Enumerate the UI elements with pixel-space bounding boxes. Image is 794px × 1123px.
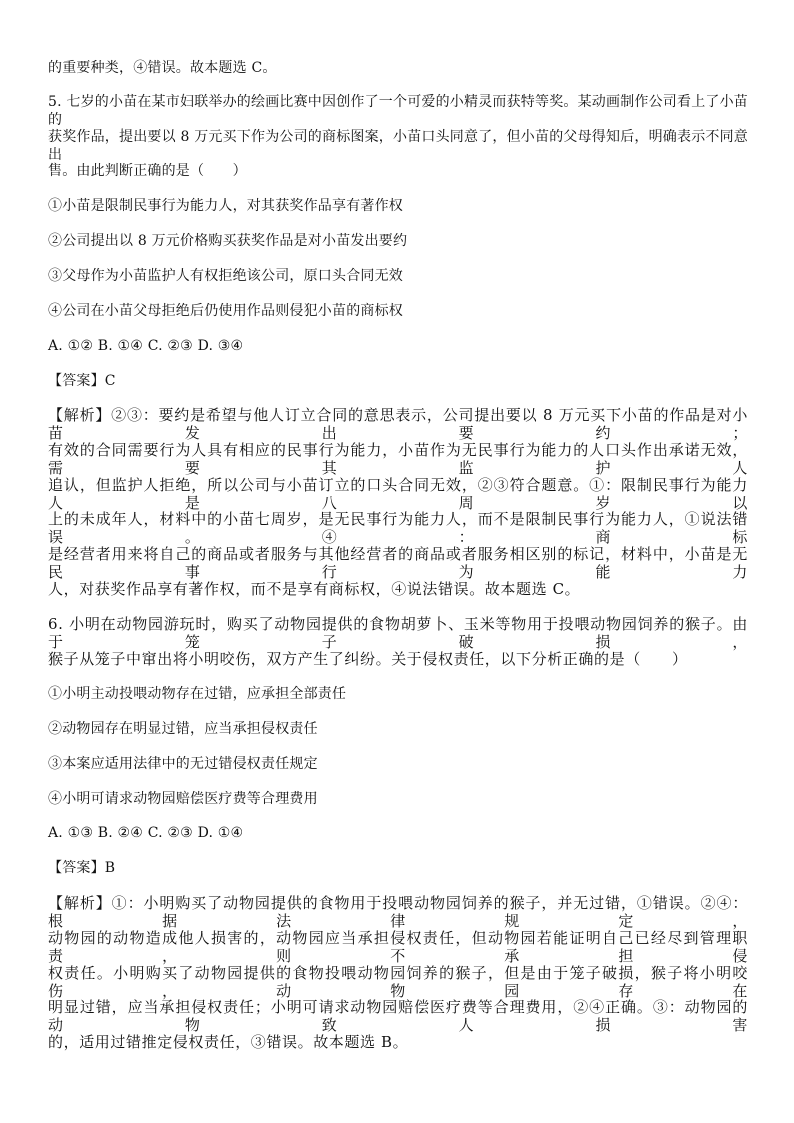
q5-option-3: ③父母作为小苗监护人有权拒绝该公司，原口头合同无效 xyxy=(48,268,403,284)
q5-analysis-line-5: 是经营者用来将自己的商品或者服务与其他经营者的商品或者服务相区别的标记，材料中，小苗是无民事行为能力 xyxy=(48,545,748,581)
q6-option-4: ④小明可请求动物园赔偿医疗费等合理费用 xyxy=(48,791,318,807)
q5-analysis-line-4: 上的未成年人，材料中的小苗七周岁，是无民事行为能力人，而不是限制民事行为能力人，①说法错误。④：商标 xyxy=(48,510,748,546)
q6-option-3: ③本案应适用法律中的无过错侵权责任规定 xyxy=(48,756,318,772)
q6-analysis-line-1: 【解析】①：小明购买了动物园提供的食物用于投喂动物园饲养的猴子，并无过错，①错误。②④：根据法律规定， xyxy=(48,894,748,930)
q6-option-2: ②动物园存在明显过错，应当承担侵权责任 xyxy=(48,721,318,737)
q6-stem-line-1: 6. 小明在动物园游玩时，购买了动物园提供的食物胡萝卜、玉米等物用于投喂动物园饲养的猴子。由于笼子破损， xyxy=(48,615,748,651)
q6-analysis-line-2: 动物园的动物造成他人损害的，动物园应当承担侵权责任，但动物园若能证明自己已经尽到管理职责，则不承担侵 xyxy=(48,929,748,965)
q5-stem-line-3: 售。由此判断正确的是（ ） xyxy=(48,163,247,179)
q6-option-1: ①小明主动投喂动物存在过错，应承担全部责任 xyxy=(48,686,347,702)
q6-choices: A. ①③ B. ②④ C. ②③ D. ①④ xyxy=(48,825,244,841)
q5-choices: A. ①② B. ①④ C. ②③ D. ③④ xyxy=(48,338,244,354)
q5-analysis-line-1: 【解析】②③：要约是希望与他人订立合同的意思表示，公司提出要以 8 万元买下小苗的作品是对小苗发出要约； xyxy=(48,406,748,442)
q5-answer: 【答案】C xyxy=(48,373,116,389)
q6-analysis-line-5: 的，适用过错推定侵权责任，③错误。故本题选 B。 xyxy=(48,1033,409,1051)
q6-answer: 【答案】B xyxy=(48,860,116,876)
q5-option-1: ①小苗是限制民事行为能力人，对其获奖作品享有著作权 xyxy=(48,198,403,214)
q5-stem-line-1: 5. 七岁的小苗在某市妇联举办的绘画比赛中因创作了一个可爱的小精灵而获特等奖。某动画制作公司看上了小苗的 xyxy=(48,94,749,128)
q5-analysis-line-6: 人，对获奖作品享有著作权，而不是享有商标权，④说法错误。故本题选 C。 xyxy=(48,580,581,598)
q6-analysis-line-3: 权责任。小明购买了动物园提供的食物投喂动物园饲养的猴子，但是由于笼子破损，猴子将小明咬伤，动物园存在 xyxy=(48,964,748,1000)
q5-option-4: ④公司在小苗父母拒绝后仍使用作品则侵犯小苗的商标权 xyxy=(48,303,403,319)
q5-option-2: ②公司提出以 8 万元价格购买获奖作品是对小苗发出要约 xyxy=(48,233,408,249)
q5-analysis-line-2: 有效的合同需要行为人具有相应的民事行为能力，小苗作为无民事行为能力的人口头作出承诺无效，需要其监护人 xyxy=(48,441,748,477)
q5-analysis-line-3: 追认，但监护人拒绝，所以公司与小苗订立的口头合同无效，②③符合题意。①：限制民事行为能力人是八周岁以 xyxy=(48,476,748,512)
q6-analysis-line-4: 明显过错，应当承担侵权责任；小明可请求动物园赔偿医疗费等合理费用，②④正确。③：动物园的动物致人损害 xyxy=(48,998,748,1034)
q5-stem-line-2: 获奖作品，提出要以 8 万元买下作为公司的商标图案，小苗口头同意了，但小苗的父母得知后，明确表示不同意出 xyxy=(48,129,749,163)
previous-analysis-tail: 的重要种类，④错误。故本题选 C。 xyxy=(48,60,277,76)
q6-stem-line-2: 猴子从笼子中窜出将小明咬伤，双方产生了纠纷。关于侵权责任，以下分析正确的是（ ） xyxy=(48,650,688,668)
